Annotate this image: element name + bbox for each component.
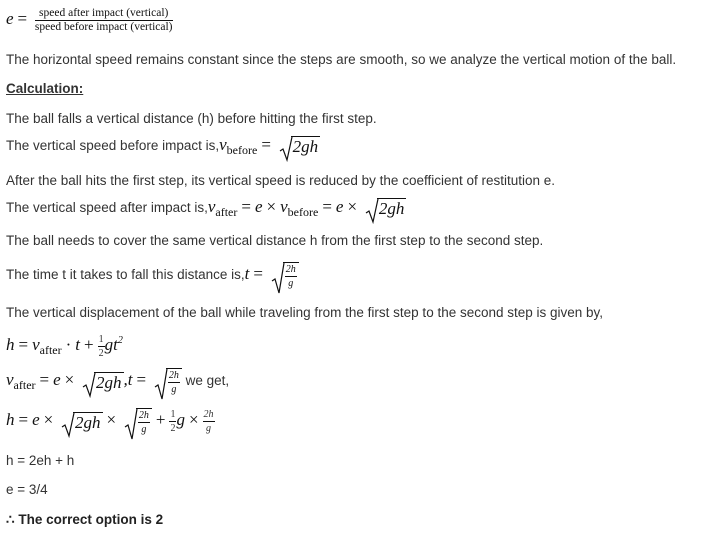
horizontal-speed-text: The horizontal speed remains constant since the steps are smooth, so we analyze the vertical motion of the ball. — [6, 52, 677, 67]
speed-before-text: The vertical speed before impact is, — [6, 138, 220, 153]
sqrt-2h-over-g: $\frac{2h}{g}$ — [271, 262, 299, 289]
sqrt-2gh: 2gh — [279, 136, 321, 156]
restitution-formula: e = $\frac{\text{speed after impact (vertical)}}{\text{speed before impact (vertical)}}$ — [6, 7, 173, 33]
after-hit-text: After the ball hits the first step, its vertical speed is reduced by the coefficient of restitution e. — [6, 173, 556, 188]
displacement-equation: $h = v_{after} \cdot t$ + $\frac{1}{2}$ $gt^2$ — [6, 334, 123, 359]
we-get-text: we get, — [185, 373, 230, 389]
half-fraction: $\frac{1}{2}$ — [170, 409, 176, 434]
simplified-equation: h = 2eh + h — [6, 453, 75, 468]
e-value: e = 3/4 — [6, 482, 48, 497]
substitution-line: $v_{after} = e$ × 2gh ,t = $\frac{2h}{g}$ we get, — [6, 368, 229, 395]
cover-distance-text: The ball needs to cover the same vertical distance h from the first step to the second step. — [6, 233, 544, 248]
restitution-fraction — [35, 8, 173, 33]
2h-over-g-fraction: $\frac{2h}{g}$ — [203, 409, 214, 434]
restitution-numerator: speed after impact (vertical) — [35, 8, 173, 21]
fall-distance-text: The ball falls a vertical distance (h) before hitting the first step. — [6, 111, 377, 126]
displacement-text: The vertical displacement of the ball while traveling from the first step to the second step is given by, — [6, 305, 604, 320]
half-fraction: $\frac{1}{2}$ — [98, 334, 104, 359]
calculation-heading: Calculation: — [6, 81, 84, 96]
sqrt-2h-over-g: $\frac{2h}{g}$ — [154, 368, 182, 395]
time-line: The time t it takes to fall this distance is,t = $\frac{2h}{g}$ — [6, 262, 299, 289]
sqrt-2h-over-g: $\frac{2h}{g}$ — [124, 408, 152, 435]
sqrt-2gh: 2gh — [82, 372, 124, 392]
speed-after-line: The vertical speed after impact $is,v_{after} = e \times v_{before} = e$ × 2gh — [6, 198, 406, 218]
answer-text: ∴ The correct option is 2 — [6, 512, 164, 527]
sqrt-2gh: 2gh — [365, 198, 407, 218]
speed-after-text: The vertical speed after impact is, — [6, 200, 208, 215]
speed-before-line: The vertical speed before impact $is,v_{before}$ = 2gh — [6, 136, 320, 156]
time-text: The time t it takes to fall this distance is, — [6, 267, 245, 283]
restitution-denominator: speed before impact (vertical) — [34, 21, 173, 33]
expanded-equation: h = e × 2gh × $\frac{2h}{g}$ + $\frac{1}{2}$ g × $\frac{2h}{g}$ — [6, 408, 215, 435]
sqrt-2gh: 2gh — [61, 412, 103, 432]
